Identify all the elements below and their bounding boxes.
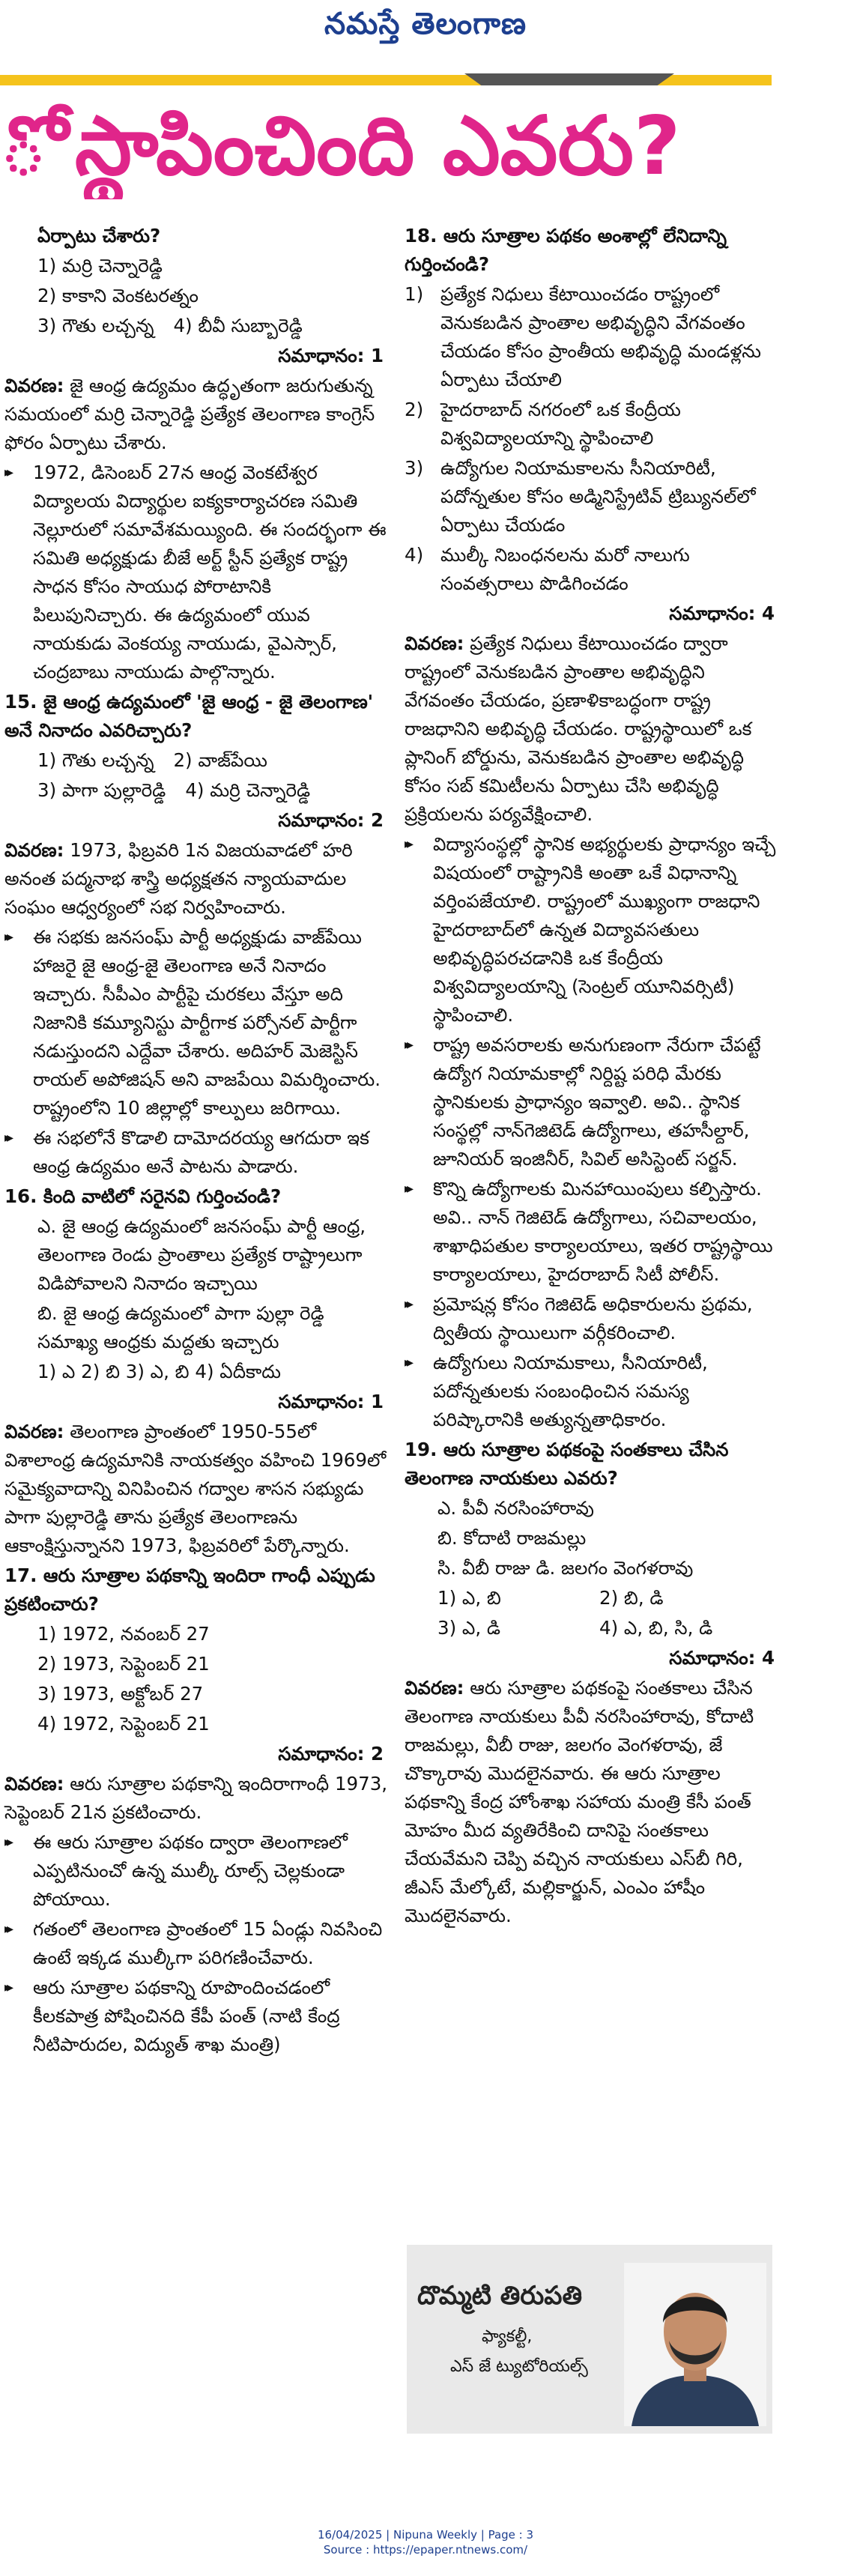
q17-explanation [4, 1770, 388, 1827]
q15-answer: సమాధానం: 2 [278, 809, 384, 831]
q18-explanation [405, 629, 779, 829]
q15-option-3: 3) పాగా పుల్లారెడ్డి [37, 779, 166, 801]
q15-explanation [4, 836, 388, 922]
q16-explanation [4, 1418, 388, 1560]
q15-bullet-1: ▸▸ ఈ సభకు జనసంఘ్ పార్టీ అధ్యక్షుడు వాజ్‌పేయి హాజరై జై ఆంధ్ర-జై తెలంగాణ అనే నినాదం ఇచ్చారు. సీపీఎం పార్టీపై చురకలు వేస్తూ అది నిజానికి కమ్యూనిస్టు పార్టీగాక పర్సోనల్ పార్టీగా నడుస్తుందని ఎద్దేవా చేశారు. అదిహర్ మెజెస్టిస్ రాయల్ అపోజిషన్ అని వాజపేయి విమర్శించారు. రాష్ట్రంలోని 10 జిల్లాల్లో కాల్పులు జరిగాయి. [4, 923, 388, 1122]
q18-bullet-2: ▸▸ రాష్ట్ర అవసరాలకు అనుగుణంగా నేరుగా చేపట్టే ఉద్యోగ నియామకాల్లో నిర్దిష్ట పరిధి మేరకు స్థానికులకు ప్రాధాన్యం ఇవ్వాలి. అవి.. స్థానిక సంస్థల్లో నాన్‌గెజిటెడ్ ఉద్యోగాలు, తహసీల్దార్, జూనియర్ ఇంజినీర్, సివిల్ అసిస్టెంట్ సర్జన్. [405, 1031, 779, 1173]
q14-option-1: 1) మర్రి చెన్నారెడ్డి [37, 255, 163, 276]
left-column [4, 222, 388, 2061]
q16-statement-b: బి. జై ఆంధ్ర ఉద్యమంలో పాగా పుల్లా రెడ్డి సమాఖ్య ఆంధ్రకు మద్దతు ఇచ్చారు [37, 1302, 324, 1352]
explanation-label: వివరణ: [4, 375, 64, 396]
author-photo-icon [624, 2263, 766, 2426]
q19-item-b: బి. కోదాటి రాజమల్లు [437, 1527, 587, 1549]
option-text: ప్రత్యేక నిధులు కేటాయించడం రాష్ట్రంలో వెనుకబడిన ప్రాంతాల అభివృద్ధిని వేగవంతం చేయడం కోసం ప్రాంతీయ అభివృద్ధి మండళ్లను ఏర్పాటు చేయాలి [440, 283, 761, 390]
q18-answer: సమాధానం: 4 [669, 602, 775, 624]
explanation-text: 1973, ఫిబ్రవరి 1న విజయవాడలో హరి అనంత పద్మనాభ శాస్త్రి అధ్యక్షతన న్యాయవాదుల సంఘం ఆధ్వర్యంలో సభ నిర్వహించారు. [4, 839, 353, 918]
explanation-label: వివరణ: [405, 1677, 464, 1699]
explanation-label: వివరణ: [4, 1421, 64, 1442]
option-number: 2) [405, 399, 424, 420]
q16-statement-a: ఎ. జై ఆంధ్ర ఉద్యమంలో జనసంఘ్ పార్టీ ఆంధ్ర, తెలంగాణ రెండు ప్రాంతాలు ప్రత్యేక రాష్ట్రాలుగా విడిపోవాలని నినాదం ఇచ్చాయి [37, 1215, 366, 1294]
q18-option-2 [405, 396, 779, 453]
q18-option-4 [405, 541, 779, 598]
q19-options-1-2 [405, 1584, 779, 1612]
q14-answer: సమాధానం: 1 [278, 345, 384, 366]
q17-option-3: 3) 1973, అక్టోబర్ 27 [37, 1683, 204, 1705]
q17-bullet-3: ▸▸ ఆరు సూత్రాల పథకాన్ని రూపొందించడంలో కీలకపాత్ర పోషించినది కేపీ పంత్ (నాటి కేంద్ర నీటిపారుదల, విద్యుత్ శాఖ మంత్రి) [4, 1974, 388, 2059]
masthead [0, 0, 851, 45]
option-number: 4) [405, 544, 424, 566]
explanation-text: జై ఆంధ్ర ఉద్యమం ఉద్ధృతంగా జరుగుతున్న సమయంలో మర్రి చెన్నారెడ్డి ప్రత్యేక తెలంగాణ కాంగ్రెస్ ఫోరం ఏర్పాటు చేశారు. [4, 375, 375, 453]
option-number: 3) [405, 457, 424, 479]
q14-option-4: 4) బీవీ సుబ్బారెడ్డి [173, 315, 303, 336]
q15-options-3-4 [4, 776, 388, 805]
headline: ో స్థాపించింది ఎవరు? [0, 100, 681, 193]
q17-option-4: 4) 1972, సెప్టెంబర్ 21 [37, 1713, 210, 1735]
q14-tail: ఏర్పాటు చేశారు? [37, 225, 161, 247]
explanation-text: ఆరు సూత్రాల పథకంపై సంతకాలు చేసిన తెలంగాణ నాయకులు పీవీ నరసింహారావు, కోదాటి రాజమల్లు, వీబీ రాజు, జలగం వెంగళరావు, జే చొక్కారావు మొదలైనవారు. ఈ ఆరు సూత్రాల పథకాన్ని కేంద్ర హోంశాఖ సహాయ మంత్రి కేసీ పంత్ మోహం మీద వ్యతిరేకించి దానిపై సంతకాలు చేయవేమని చెప్పి వచ్చిన నాయకులు ఎస్‌బీ గిరి, జీఎస్ మేల్కోటే, మల్లికార్జున్, ఎంఎం హాషీం మొదలైనవారు. [405, 1677, 754, 1926]
q17-option-2: 2) 1973, సెప్టెంబర్ 21 [37, 1653, 210, 1675]
q19-answer: సమాధానం: 4 [669, 1647, 775, 1669]
footer-source-line: Source : https://epaper.ntnews.com/ [323, 2543, 528, 2557]
q19-option-3: 3) ఎ, డి [437, 1617, 501, 1639]
right-column [405, 222, 779, 1932]
explanation-text: తెలంగాణ ప్రాంతంలో 1950-55లో విశాలాంధ్ర ఉద్యమానికి నాయకత్వం వహించి 1969లో సమైక్యవాదాన్ని వినిపించిన గద్వాల శాసన సభ్యుడు పాగా పుల్లారెడ్డి తాను ప్రత్యేక తెలంగాణను ఆకాంక్షిస్తున్నానని 1973, ఫిబ్రవరిలో పేర్కొన్నారు. [4, 1421, 387, 1556]
q18-option-3 [405, 454, 779, 539]
q19-item-cd: సి. వీబీ రాజు డి. జలగం వెంగళరావు [437, 1557, 694, 1579]
option-text: ఉద్యోగుల నియామకాలను సీనియారిటీ, పదోన్నతుల కోసం అడ్మినిస్ట్రేటివ్ ట్రిబ్యునల్‌లో ఏర్పాటు చేయడం [440, 457, 756, 536]
accent-bar-dark [464, 73, 674, 85]
q18-question: 18. ఆరు సూత్రాల పథకం అంశాల్లో లేనిదాన్ని గుర్తించండి? [405, 225, 727, 275]
q19-option-2: 2) బి, డి [599, 1587, 664, 1609]
q18-bullet-5: ▸▸ ఉద్యోగులు నియామకాలు, సీనియారిటీ, పదోన్నతులకు సంబంధించిన సమస్య పరిష్కారానికి అత్యున్నతాధికారం. [405, 1349, 779, 1434]
explanation-label: వివరణ: [4, 839, 64, 861]
option-text: హైదరాబాద్ నగరంలో ఒక కేంద్రీయ విశ్వవిద్యాలయాన్ని స్థాపించాలి [440, 399, 681, 449]
q19-options-3-4 [405, 1614, 779, 1642]
q18-bullet-1: ▸▸ విద్యాసంస్థల్లో స్థానిక అభ్యర్థులకు ప్రాధాన్యం ఇచ్చే విషయంలో రాష్ట్రానికి అంతా ఒకే విధానాన్ని వర్తింపజేయాలి. రాష్ట్రంలో ముఖ్యంగా రాజధాని హైదరాబాద్‌లో ఉన్నత విద్యావసతులు అభివృద్ధిపరచడానికి ఒక కేంద్రీయ విశ్వవిద్యాలయాన్ని (సెంట్రల్ యూనివర్సిటీ) స్థాపించాలి. [405, 830, 779, 1030]
q19-question: 19. ఆరు సూత్రాల పథకంపై సంతకాలు చేసిన తెలంగాణ నాయకులు ఎవరు? [405, 1439, 729, 1489]
newspaper-logo: నమస్తే తెలంగాణ [324, 6, 527, 41]
q15-option-4: 4) మర్రి చెన్నారెడ్డి [185, 779, 311, 801]
explanation-label: వివరణ: [4, 1773, 64, 1795]
q16-options: 1) ఎ 2) బి 3) ఎ, బి 4) ఏదీకాదు [37, 1361, 282, 1382]
q18-option-1 [405, 280, 779, 394]
q17-bullet-1: ▸▸ ఈ ఆరు సూత్రాల పథకం ద్వారా తెలంగాణలో ఎప్పటినుంచో ఉన్న ముల్కీ రూల్స్ చెల్లకుండా పోయాయి. [4, 1828, 388, 1914]
explanation-label: వివరణ: [405, 632, 464, 654]
q17-bullet-2: ▸▸ గతంలో తెలంగాణ ప్రాంతంలో 15 ఏండ్లు నివసించి ఉంటే ఇక్కడ ముల్కీగా పరిగణించేవారు. [4, 1915, 388, 1972]
q14-explanation [4, 372, 388, 457]
q18-bullet-3: ▸▸ కొన్ని ఉద్యోగాలకు మినహాయింపులు కల్పిస్తారు. అవి.. నాన్ గెజిటెడ్ ఉద్యోగాలు, సచివాలయం, శాఖాధిపతుల కార్యాలయాలు, ఇతర రాష్ట్రస్థాయి కార్యాలయాలు, హైదరాబాద్ సిటీ పోలీస్. [405, 1175, 779, 1289]
q14-option-3: 3) గౌతు లచ్చన్న [37, 315, 154, 336]
q14-options-3-4 [4, 312, 388, 340]
explanation-text: ఆరు సూత్రాల పథకాన్ని ఇందిరాగాంధీ 1973, సెప్టెంబర్ 21న ప్రకటించారు. [4, 1773, 388, 1823]
author-box [407, 2245, 772, 2434]
q14-option-2: 2) కాకాని వెంకటరత్నం [37, 285, 199, 306]
footer-date-line: 16/04/2025 | Nipuna Weekly | Page : 3 [317, 2528, 534, 2542]
q18-bullet-4: ▸▸ ప్రమోషన్ల కోసం గెజిటెడ్ అధికారులను ప్రథమ, ద్వితీయ స్థాయిలుగా వర్గీకరించాలి. [405, 1290, 779, 1347]
q15-options-1-2 [4, 746, 388, 775]
q14-bullet-1: ▸▸ 1972, డిసెంబర్ 27న ఆంధ్ర వెంకటేశ్వర విద్యాలయ విద్యార్థుల ఐక్యకార్యాచరణ సమితి నెల్లూరులో సమావేశమయ్యింది. ఈ సందర్భంగా ఈ సమితి అధ్యక్షుడు బీజే అర్ట్ స్టీన్ ప్రత్యేక రాష్ట్ర సాధన కోసం సాయుధ పోరాటానికి పిలుపునిచ్చారు. ఈ ఉద్యమంలో యువ నాయకుడు వెంకయ్య నాయుడు, వైఎస్సార్, చంద్రబాబు నాయుడు పాల్గొన్నారు. [4, 459, 388, 686]
q15-bullet-2: ▸▸ ఈ సభలోనే కొడాలి దామోదరయ్య ఆగదురా ఇక ఆంధ్ర ఉద్యమం అనే పాటను పాడారు. [4, 1124, 388, 1181]
q17-question: 17. ఆరు సూత్రాల పథకాన్ని ఇందిరా గాంధీ ఎప్పుడు ప్రకటించారు? [4, 1564, 375, 1615]
explanation-text: ప్రత్యేక నిధులు కేటాయించడం ద్వారా రాష్ట్రంలో వెనుకబడిన ప్రాంతాల అభివృద్ధిని వేగవంతం చేయడం, ప్రణాళికాబద్ధంగా రాష్ట్ర రాజధానిని అభివృద్ధి చేయడం. రాష్ట్రస్థాయిలో ఒక ప్లానింగ్ బోర్డును, వెనుకబడిన ప్రాంతాల అభివృద్ధి కోసం సబ్ కమిటీలను ఏర్పాటు చేసి అభివృద్ధి ప్రక్రియలను పర్యవేక్షించాలి. [405, 632, 752, 825]
page-footer [0, 2527, 851, 2557]
option-text: ముల్కీ నిబంధనలను మరో నాలుగు సంవత్సరాలు పొడిగించడం [440, 544, 690, 594]
q19-explanation [405, 1674, 779, 1930]
option-number: 1) [405, 283, 424, 305]
q19-option-1: 1) ఎ, బి [437, 1587, 501, 1609]
q15-option-1: 1) గౌతు లచ్చన్న [37, 749, 154, 771]
q16-answer: సమాధానం: 1 [278, 1391, 384, 1412]
q16-question: 16. కింది వాటిలో సరైనవి గుర్తించండి? [4, 1185, 282, 1207]
author-organization: ఎస్ జే ట్యుటోరియల్స్ [450, 2357, 588, 2376]
q15-option-2: 2) వాజ్‌పేయి [173, 749, 267, 771]
author-photo [624, 2263, 766, 2426]
q17-option-1: 1) 1972, నవంబర్ 27 [37, 1623, 210, 1645]
q17-answer: సమాధానం: 2 [278, 1743, 384, 1765]
q19-item-a: ఎ. పీవీ నరసింహారావు [437, 1497, 594, 1519]
author-name: దొమ్మటి తిరుపతి [417, 2281, 583, 2311]
q19-option-4: 4) ఎ, బి, సి, డి [599, 1617, 713, 1639]
author-role: ఫ్యాకల్టీ, [482, 2327, 533, 2346]
q15-question: 15. జై ఆంధ్ర ఉద్యమంలో 'జై ఆంధ్ర - జై తెలంగాణ' అనే నినాదం ఎవరిచ్చారు? [4, 691, 374, 741]
